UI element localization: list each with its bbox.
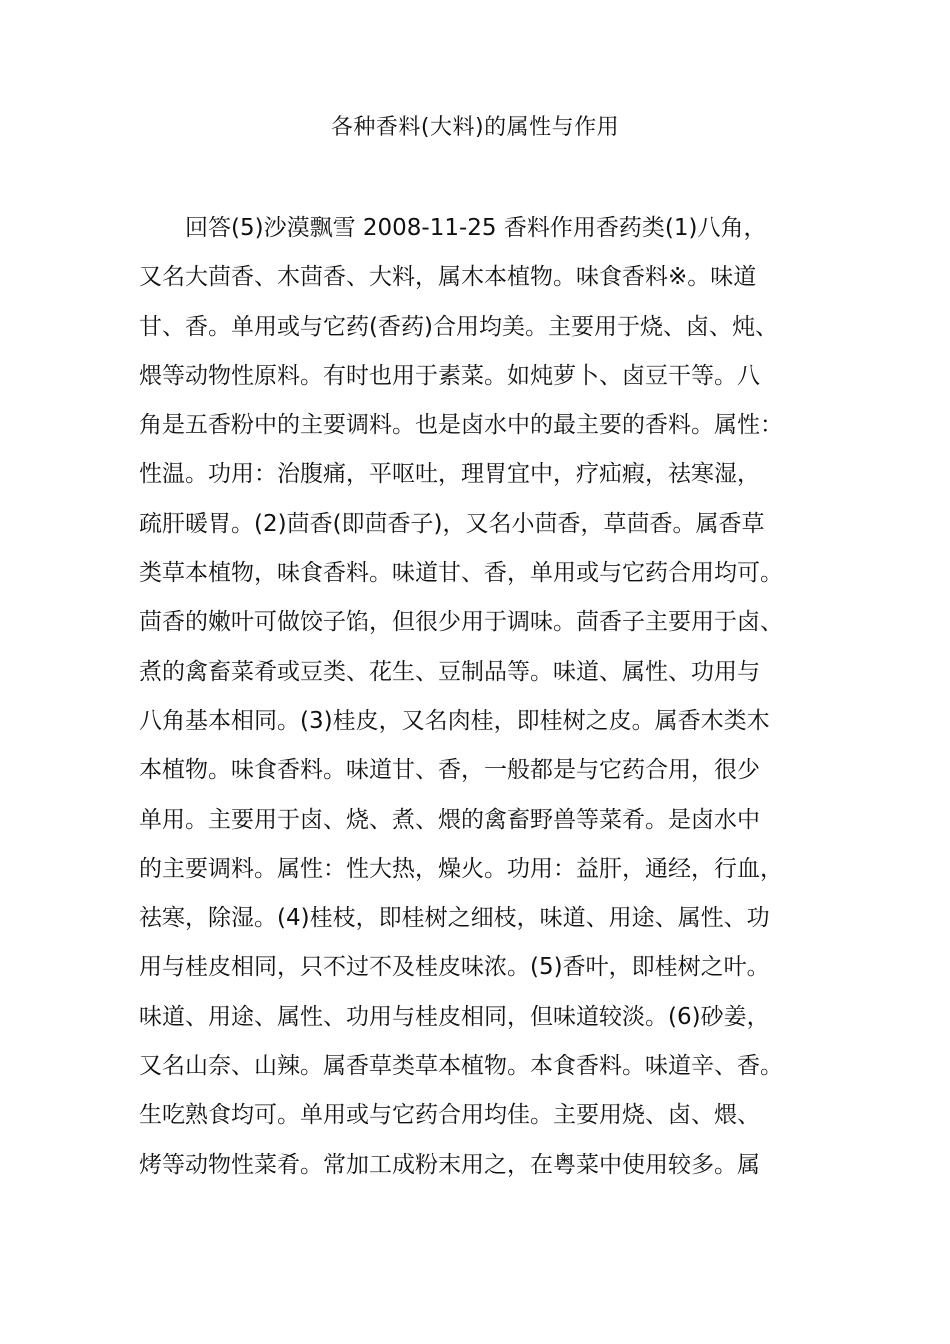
body-line: 茴香的嫩叶可做饺子馅，但很少用于调味。茴香子主要用于卤、 xyxy=(139,609,783,636)
body-line: 煮的禽畜菜肴或豆类、花生、豆制品等。味道、属性、功用与 xyxy=(139,658,760,685)
body-line: 疏肝暖胃。(2)茴香(即茴香子)，又名小茴香，草茴香。属香草 xyxy=(139,510,765,537)
body-line: 甘、香。单用或与它药(香药)合用均美。主要用于烧、卤、炖、 xyxy=(139,313,778,340)
body-line: 祛寒，除湿。(4)桂枝，即桂树之细枝，味道、用途、属性、功 xyxy=(139,905,770,932)
body-line: 本植物。味食香料。味道甘、香，一般都是与它药合用，很少 xyxy=(139,757,760,784)
body-line: 的主要调料。属性：性大热，燥火。功用：益肝，通经，行血， xyxy=(139,855,783,882)
body-line: 类草本植物，味食香料。味道甘、香，单用或与它药合用均可。 xyxy=(139,560,783,587)
body-line: 回答(5)沙漠飘雪 2008-11-25 香料作用香药类(1)八角， xyxy=(185,215,767,241)
body-line: 味道、用途、属性、功用与桂皮相同，但味道较淡。(6)砂姜， xyxy=(139,1003,770,1030)
body-line: 单用。主要用于卤、烧、煮、煨的禽畜野兽等菜肴。是卤水中 xyxy=(139,806,760,833)
document-body xyxy=(139,204,819,1190)
body-line: 角是五香粉中的主要调料。也是卤水中的最主要的香料。属性： xyxy=(139,412,783,439)
body-line: 八角基本相同。(3)桂皮，又名肉桂，即桂树之皮。属香木类木 xyxy=(139,707,770,734)
body-line: 又名山奈、山辣。属香草类草本植物。本食香料。味道辛、香。 xyxy=(139,1053,783,1080)
body-line: 生吃熟食均可。单用或与它药合用均佳。主要用烧、卤、煨、 xyxy=(139,1102,760,1129)
body-line: 用与桂皮相同，只不过不及桂皮味浓。(5)香叶，即桂树之叶。 xyxy=(139,954,770,981)
body-line: 又名大茴香、木茴香、大料，属木本植物。味食香料※。味道 xyxy=(139,264,757,291)
body-line: 煨等动物性原料。有时也用于素菜。如炖萝卜、卤豆干等。八 xyxy=(139,362,760,389)
body-line: 性温。功用：治腹痛，平呕吐，理胃宜中，疗疝瘕，祛寒湿， xyxy=(139,461,760,488)
document-title: 各种香料(大料)的属性与作用 xyxy=(330,115,620,140)
body-line: 烤等动物性菜肴。常加工成粉末用之，在粤菜中使用较多。属 xyxy=(139,1151,760,1178)
